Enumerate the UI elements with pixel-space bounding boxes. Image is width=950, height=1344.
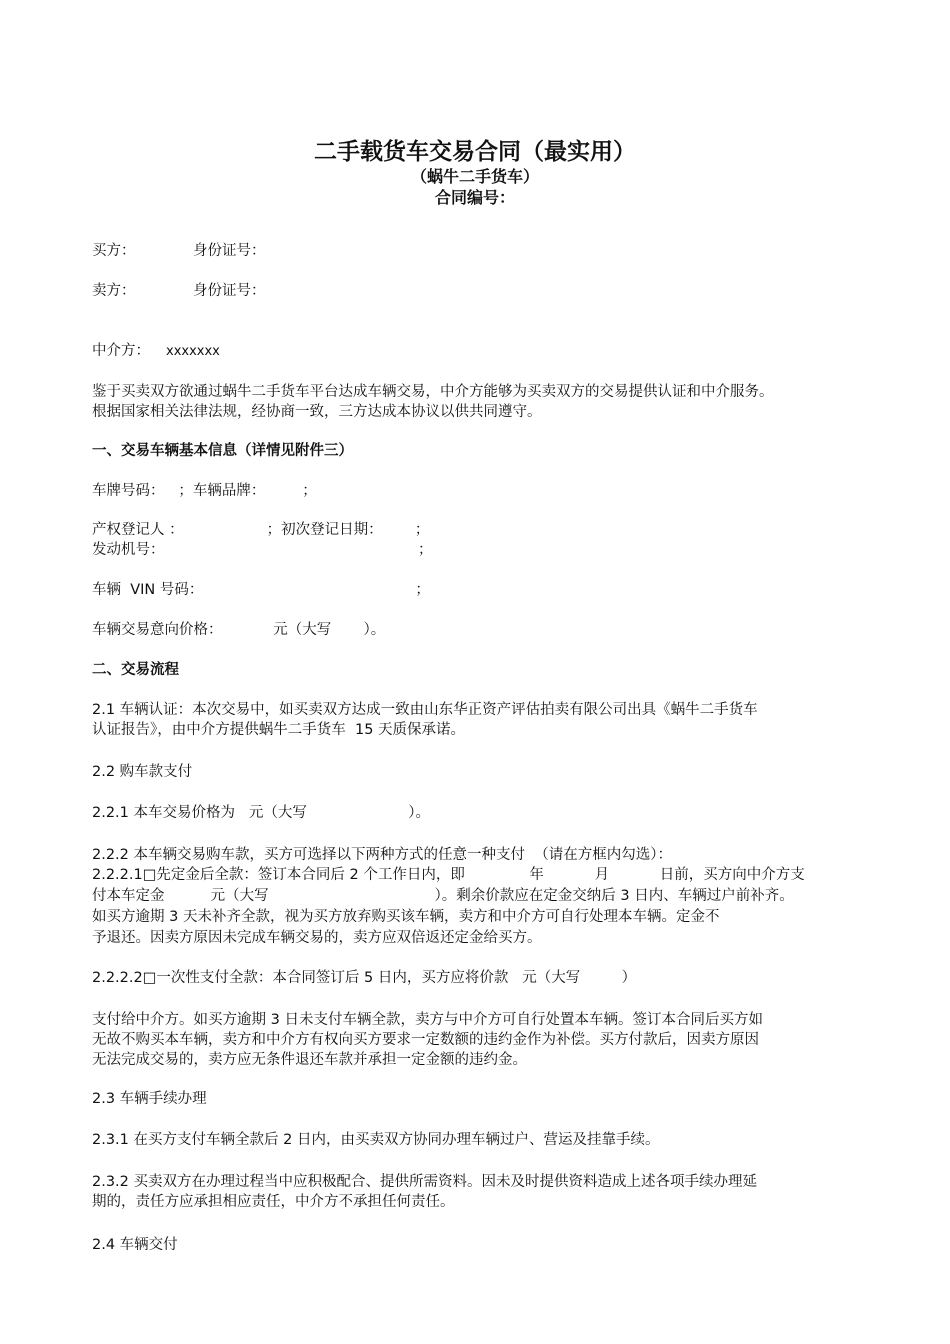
agent-label: 中介方：: [92, 343, 150, 359]
section2-heading: 二、交易流程: [92, 662, 179, 678]
clause-2-2-2: 如买方逾期 3 天未补齐全款，视为买方放弃购买该车辆，卖方和中介方可自行处理本车辆。定金不: [92, 909, 720, 925]
clause-2-2-2-2-cont: 支付给中介方。如买方逾期 3 日未支付车辆全款，卖方与中介方可自行处置本车辆。签订本合同后买方如: [92, 1012, 763, 1028]
section1-heading: 一、交易车辆基本信息（详情见附件三）: [92, 443, 353, 459]
clause-2-1: 认证报告》，由中介方提供蜗牛二手货车 15 天质保承诺。: [92, 722, 466, 738]
clause-2-2-1: 2.2.1 本车交易价格为 元（大写 ）。: [92, 805, 430, 821]
clause-2-2-2: 2.2.2 本车辆交易购车款，买方可选择以下两种方式的任意一种支付 （请在方框内勾选）：: [92, 847, 672, 863]
document-subtitle: （蜗牛二手货车）: [410, 167, 539, 186]
clause-2-3-1: 2.3.1 在买方支付车辆全款后 2 日内，由买卖双方协同办理车辆过户、营运及挂靠手续。: [92, 1132, 660, 1148]
clause-2-2-2-2: 2.2.2.2□一次性支付全款：本合同签订后 5 日内，买方应将价款 元（大写 ）: [92, 970, 637, 986]
buyer-id-label: 身份证号：: [193, 243, 266, 259]
clause-2-2-2: 付本车定金 元（大写 ）。剩余价款应在定金交纳后 3 日内、车辆过户前补齐。: [92, 888, 794, 904]
buyer-label: 买方：: [92, 243, 136, 259]
document-title: 二手载货车交易合同（最实用）: [314, 139, 636, 165]
plate-brand-line: 车牌号码： ；车辆品牌： ；: [92, 483, 317, 499]
clause-2-3-2: 期的，责任方应承担相应责任，中介方不承担任何责任。: [92, 1194, 455, 1210]
clause-2-3-title: 2.3 车辆手续办理: [92, 1091, 207, 1107]
agent-value: xxxxxxx: [166, 344, 220, 359]
seller-label: 卖方：: [92, 283, 136, 299]
clause-2-2-2: 予退还。因卖方原因未完成车辆交易的，卖方应双倍返还定金给买方。: [92, 930, 542, 946]
clause-2-2-2: 2.2.2.1□先定金后全款：签订本合同后 2 个工作日内，即 年 月 日前，买方向中介方支: [92, 867, 805, 883]
contract-number-label: 合同编号：: [434, 188, 515, 207]
clause-2-2-title: 2.2 购车款支付: [92, 764, 193, 780]
owner-line: 产权登记人 ： ；初次登记日期： ；: [92, 522, 430, 538]
clause-2-3-2: 2.3.2 买卖双方在办理过程当中应积极配合、提供所需资料。因未及时提供资料造成上述各项手续办理延: [92, 1174, 757, 1190]
seller-id-label: 身份证号：: [193, 283, 266, 299]
intro-line: 根据国家相关法律法规，经协商一致，三方达成本协议以供共同遵守。: [92, 404, 542, 420]
clause-2-4-title: 2.4 车辆交付: [92, 1237, 178, 1253]
clause-2-2-2-2-cont: 无法完成交易的，卖方应无条件退还车款并承担一定金额的违约金。: [92, 1052, 527, 1068]
price-line: 车辆交易意向价格： 元（大写 ）。: [92, 622, 386, 638]
intro-line: 鉴于买卖双方欲通过蜗牛二手货车平台达成车辆交易，中介方能够为买卖双方的交易提供认证和中介服务。: [92, 384, 774, 400]
clause-2-2-2-2-cont: 无故不购买本车辆，卖方和中介方有权向买方要求一定数额的违约金作为补偿。买方付款后，因卖方原因: [92, 1032, 759, 1048]
engine-line: 发动机号： ；: [92, 542, 433, 558]
vin-line: 车辆 VIN 号码： ；: [92, 582, 430, 598]
clause-2-1: 2.1 车辆认证：本次交易中，如买卖双方达成一致由山东华正资产评估拍卖有限公司出具《蜗牛二手货车: [92, 702, 758, 718]
